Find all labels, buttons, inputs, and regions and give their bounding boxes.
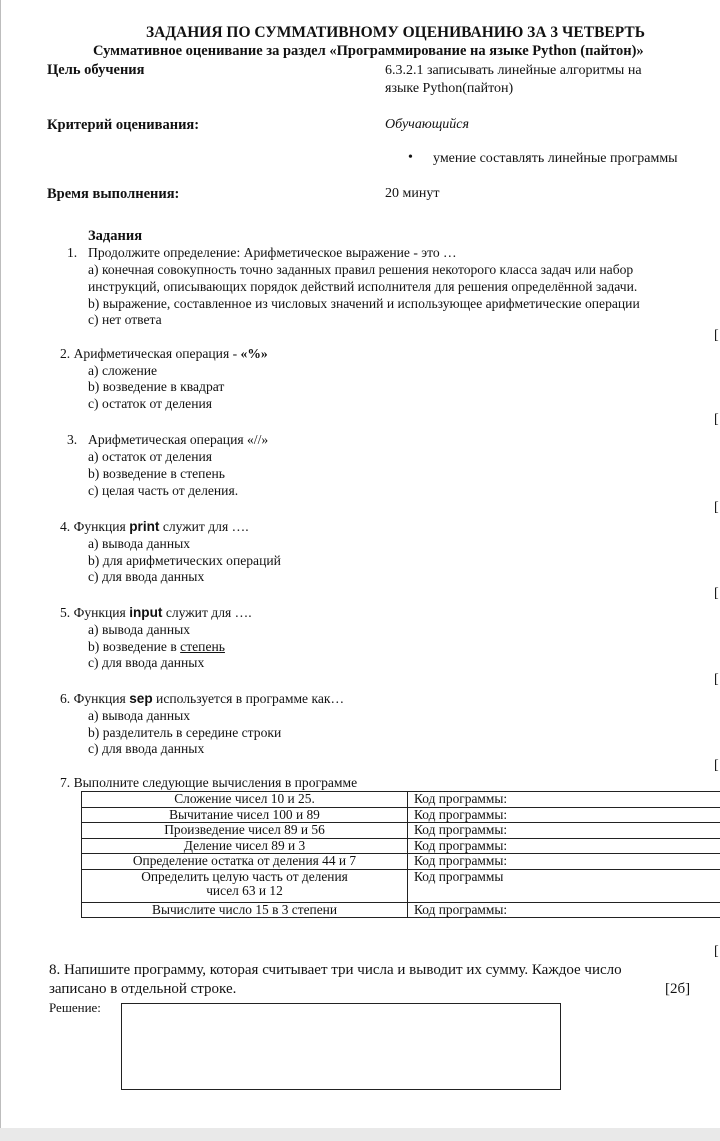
goal-value-line1: 6.3.2.1 записывать линейные алгоритмы на — [385, 63, 642, 78]
q6-text-suffix: используется в программе как… — [152, 691, 345, 706]
q3-option-b: b) возведение в степень — [88, 466, 225, 481]
q3-option-a: а) остаток от деления — [88, 449, 213, 464]
q5-option-b-underlined: степень — [180, 639, 225, 654]
table-row — [82, 823, 720, 839]
table-row — [82, 902, 720, 918]
q1-option-a-line2: инструкций, описывающих порядок действий исполнителя для решения определённой задачи. — [88, 279, 638, 294]
q2-option-b: b) возведение в квадрат — [88, 379, 225, 394]
q2-operator: «%» — [240, 346, 268, 361]
table-cell-task — [82, 869, 408, 902]
table-cell-code[interactable]: Код программы: — [408, 823, 720, 839]
q2-option-c: c) остаток от деления — [88, 396, 213, 411]
goal-value-line2: языке Python(пайтон) — [385, 81, 514, 96]
q1-option-a-line1: а) конечная совокупность точно заданных правил решения некоторого класса задач или набор — [88, 262, 634, 277]
score-bracket: [ — [714, 500, 719, 515]
table-cell-task: Вычислите число 15 в 3 степени — [82, 902, 408, 918]
time-value: 20 минут — [385, 186, 440, 201]
table-row — [82, 792, 720, 808]
score-bracket: [ — [714, 944, 719, 959]
q5-option-b-prefix: b) возведение в — [88, 639, 181, 654]
time-label: Время выполнения: — [47, 186, 180, 202]
calculations-table — [81, 791, 720, 918]
criteria-bullet: умение составлять линейные программы — [433, 151, 678, 166]
criteria-value: Обучающийся — [385, 117, 470, 132]
q6-option-a: а) вывода данных — [88, 708, 191, 723]
table-row — [82, 854, 720, 870]
q8-text-line2: записано в отдельной строке. — [49, 981, 237, 997]
q5-option-c: c) для ввода данных — [88, 655, 205, 670]
page-title: ЗАДАНИЯ ПО СУММАТИВНОМУ ОЦЕНИВАНИЮ ЗА 3 ЧЕТВЕРТЬ — [146, 24, 645, 41]
q1-option-c: c) нет ответа — [88, 312, 162, 327]
q4-keyword: print — [129, 519, 160, 534]
q2-option-a: а) сложение — [88, 363, 158, 378]
solution-answer-box[interactable] — [121, 1003, 561, 1090]
criteria-label: Критерий оценивания: — [47, 117, 200, 133]
bullet-icon: • — [408, 150, 413, 165]
q5-option-a: а) вывода данных — [88, 622, 191, 637]
q1-number: 1. — [67, 245, 78, 260]
table-row — [82, 807, 720, 823]
q7-text: 7. Выполните следующие вычисления в программе — [60, 775, 358, 790]
table-cell-code[interactable]: Код программы — [408, 869, 720, 902]
table-cell-task: Сложение чисел 10 и 25. — [82, 792, 408, 808]
q3-option-c: c) целая часть от деления. — [88, 483, 239, 498]
solution-label: Решение: — [49, 1000, 101, 1015]
score-bracket: [ — [714, 586, 719, 601]
table-cell-code[interactable]: Код программы: — [408, 807, 720, 823]
table-row — [82, 838, 720, 854]
q4-text-prefix: 4. Функция — [60, 519, 130, 534]
q3-number: 3. — [67, 432, 78, 447]
table-cell-code[interactable]: Код программы: — [408, 838, 720, 854]
q5-text-prefix: 5. Функция — [60, 605, 130, 620]
goal-label: Цель обучения — [47, 62, 145, 78]
table-cell-code[interactable]: Код программы: — [408, 854, 720, 870]
score-bracket: [ — [714, 328, 719, 343]
page-subtitle: Суммативное оценивание за раздел «Программирование на языке Python (пайтон)» — [93, 43, 644, 59]
q6-option-c: c) для ввода данных — [88, 741, 205, 756]
table-cell-task: Произведение чисел 89 и 56 — [82, 823, 408, 839]
q5-keyword: input — [129, 605, 163, 620]
q4-option-a: а) вывода данных — [88, 536, 191, 551]
q4-option-c: c) для ввода данных — [88, 569, 205, 584]
q6-keyword: sep — [129, 691, 153, 706]
score-bracket: [ — [714, 412, 719, 427]
q8-score: [2б] — [665, 981, 691, 997]
q2-text — [60, 346, 268, 362]
table-row — [82, 869, 720, 902]
table-cell-task-line1: Определить целую часть от деления — [141, 868, 348, 884]
q5-option-b — [88, 639, 225, 655]
q6-option-b: b) разделитель в середине строки — [88, 725, 282, 740]
tasks-heading: Задания — [88, 228, 143, 244]
q4-text — [60, 519, 249, 535]
q1-option-b: b) выражение, составленное из числовых значений и использующее арифметические операции — [88, 296, 640, 311]
q1-text: Продолжите определение: Арифметическое выражение - это … — [88, 245, 457, 260]
q6-text-prefix: 6. Функция — [60, 691, 130, 706]
q3-text: Арифметическая операция «//» — [88, 432, 269, 447]
q2-text-prefix: 2. Арифметическая операция - — [60, 346, 241, 361]
table-cell-task: Вычитание чисел 100 и 89 — [82, 807, 408, 823]
q4-text-suffix: служит для …. — [159, 519, 249, 534]
table-cell-task-line2: чисел 63 и 12 — [206, 883, 283, 898]
q5-text-suffix: служит для …. — [162, 605, 252, 620]
table-cell-code[interactable]: Код программы: — [408, 792, 720, 808]
score-bracket: [ — [714, 758, 719, 773]
table-cell-task: Определение остатка от деления 44 и 7 — [82, 854, 408, 870]
table-cell-task: Деление чисел 89 и 3 — [82, 838, 408, 854]
q6-text — [60, 691, 344, 707]
q5-text — [60, 605, 252, 621]
q8-text-line1: 8. Напишите программу, которая считывает три числа и выводит их сумму. Каждое число — [49, 962, 622, 978]
q4-option-b: b) для арифметических операций — [88, 553, 281, 568]
score-bracket: [ — [714, 672, 719, 687]
table-cell-code[interactable]: Код программы: — [408, 902, 720, 918]
